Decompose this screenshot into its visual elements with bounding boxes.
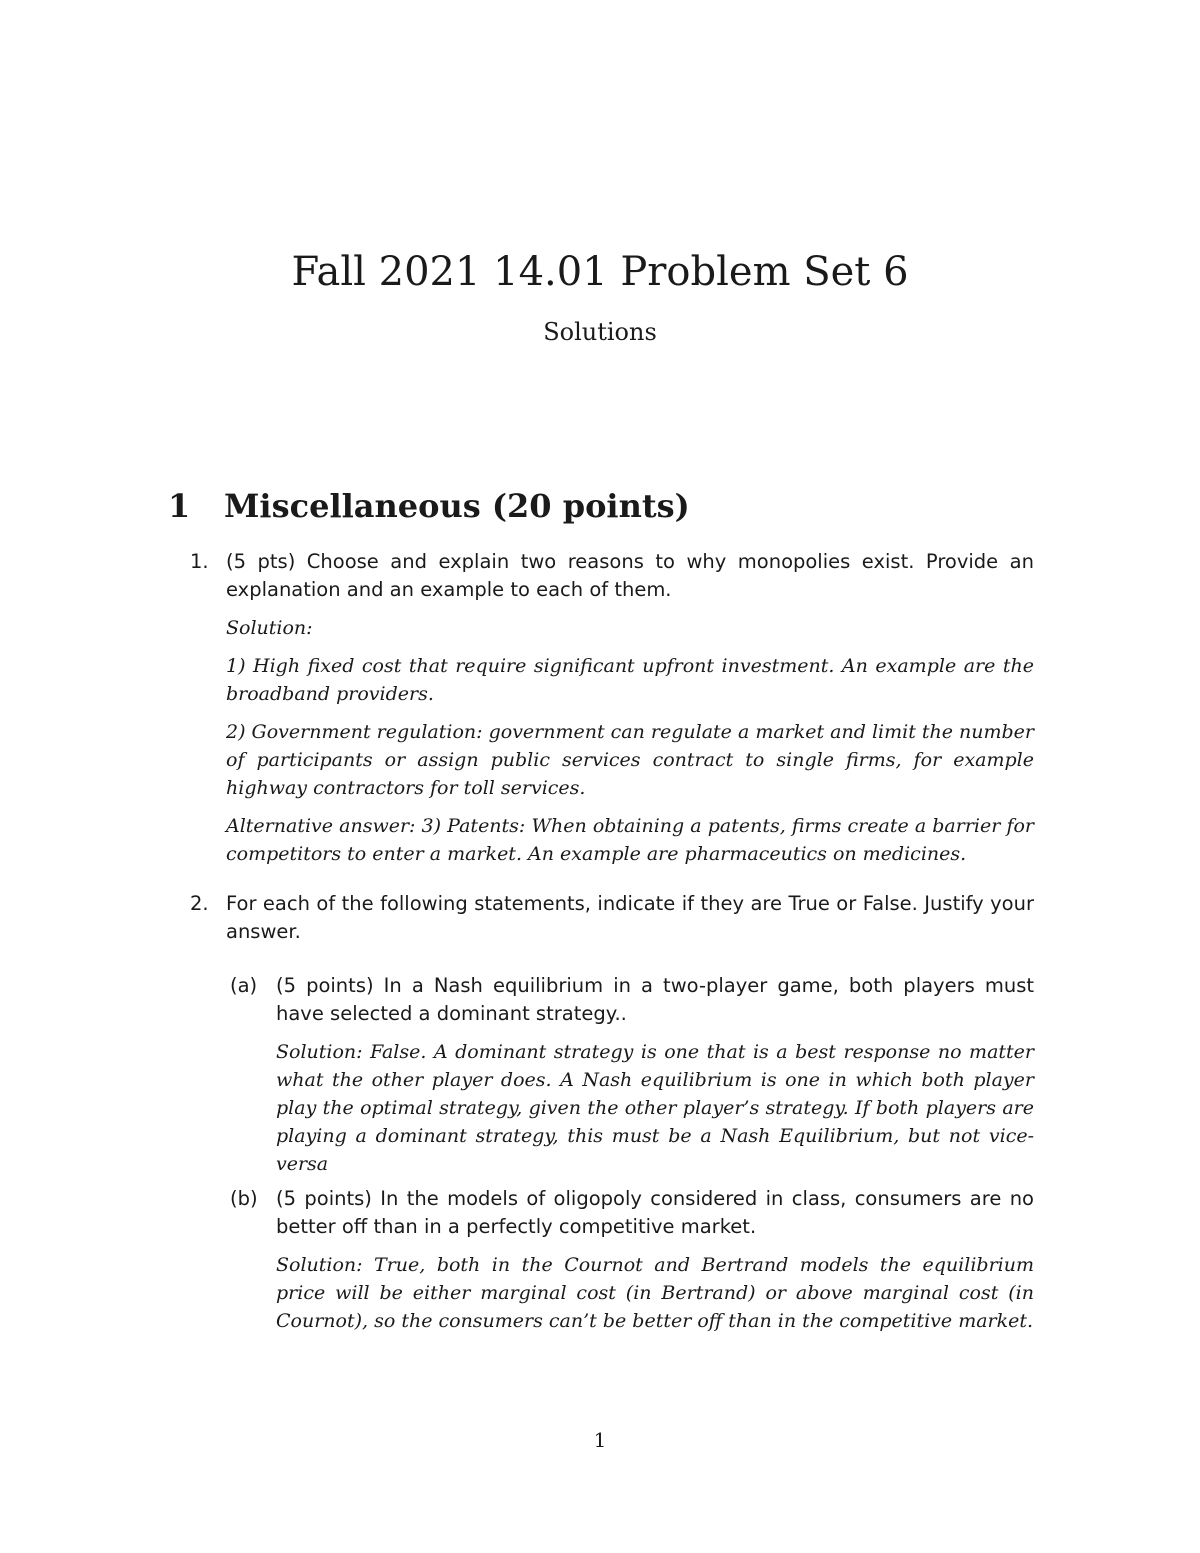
page-subtitle: Solutions (543, 318, 657, 346)
question-number: 1. (190, 550, 209, 573)
subquestion-letter: (a) (230, 974, 258, 997)
subquestion-solution: Solution: False. A dominant strategy is one that is a best response no matter what the other player does. A Nash equilibrium is one in which both player play the optimal strategy, given the other player’s strategy. If both players are playing a dominant strategy, this must be a Nash Equilibrium, but not vice-versa (276, 1041, 1034, 1175)
solution-answer-2: 2) Government regulation: government can regulate a market and limit the number of participants or assign public services contract to single firms, for example highway contractors for toll services. (226, 721, 1035, 799)
page-title: Fall 2021 14.01 Problem Set 6 (291, 249, 909, 295)
section-heading (168, 486, 690, 526)
question-item-1 (190, 548, 1035, 878)
question-text: (5 pts) Choose and explain two reasons to why monopolies exist. Provide an explanation and an example to each of them. (226, 550, 1034, 601)
section-number: 1 (168, 487, 191, 525)
subquestion-solution: Solution: True, both in the Cournot and Bertrand models the equilibrium price will be either marginal cost (in Bertrand) or above marginal cost (in Cournot), so the consumers can’t be better off than in the competitive market. (276, 1254, 1034, 1332)
subquestion-text: (5 points) In the models of oligopoly considered in class, consumers are no better off than in a perfectly competitive market. (276, 1187, 1034, 1238)
question-item-2 (190, 890, 1034, 956)
section-title: Miscellaneous (20 points) (224, 487, 690, 525)
question-text: For each of the following statements, indicate if they are True or False. Justify your answer. (226, 892, 1034, 943)
question-number: 2. (190, 892, 209, 915)
subquestion-text: (5 points) In a Nash equilibrium in a two-player game, both players must have selected a dominant strategy.. (276, 974, 1034, 1025)
subquestion-letter: (b) (230, 1187, 258, 1210)
subquestion-a (230, 972, 1034, 1188)
solution-label: Solution: (226, 617, 313, 639)
solution-answer-1: 1) High fixed cost that require significant upfront investment. An example are the broadband providers. (226, 655, 1034, 705)
solution-answer-alternative: Alternative answer: 3) Patents: When obtaining a patents, firms create a barrier for competitors to enter a market. An example are pharmaceutics on medicines. (226, 815, 1034, 865)
page-number: 1 (593, 1428, 607, 1452)
subquestion-b (230, 1185, 1034, 1345)
